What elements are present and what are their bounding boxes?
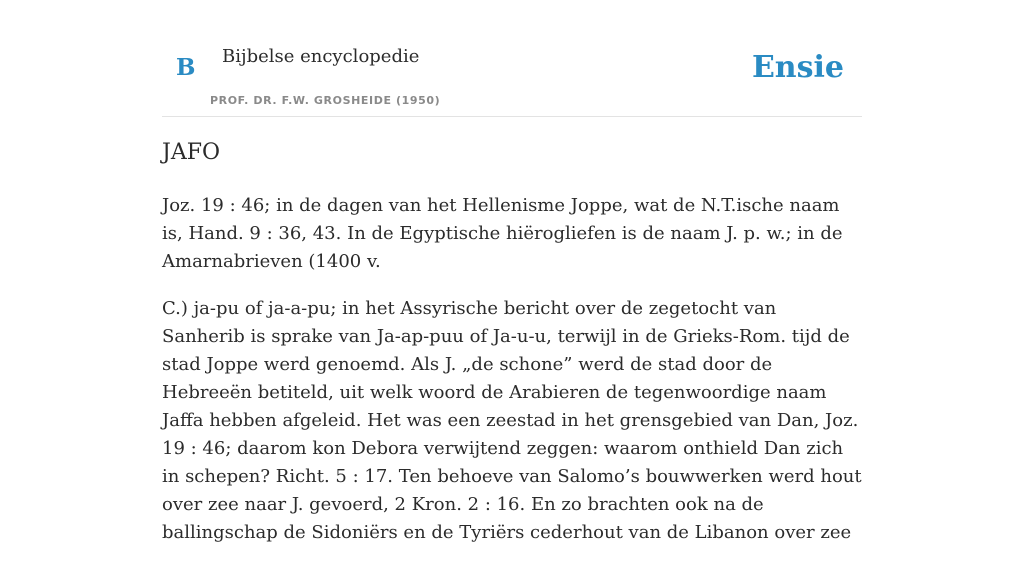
entry-paragraph: Joz. 19 : 46; in de dagen van het Hellenisme Joppe, wat de N.T.ische naam is, Hand. 9 : 36, 43. In de Egyptische hiërogliefen is de naam J. p. w.; in de Amarnabrieven (1400 v. xyxy=(162,195,843,272)
book-author: PROF. DR. F.W. GROSHEIDE (1950) xyxy=(210,94,441,107)
page-header xyxy=(162,0,862,117)
entry-content xyxy=(162,192,862,566)
entry-paragraph: C.) ja-pu of ja-a-pu; in het Assyrische bericht over de zegetocht van Sanherib is sprake van Ja-ap-puu of Ja-u-u, terwijl in de Grieks-Rom. tijd de stad Joppe werd genoemd. Als J. „de schone” werd de stad door de Hebreeën betiteld, uit welk woord de Arabieren de tegenwoordige naam Jaffa hebben afgeleid. Het was een zeestad in het grensgebied van Dan, Joz. 19 : 46; daarom kon Debora verwijtend zeggen: waarom onthield Dan zich in schepen? Richt. 5 : 17. Ten behoeve van Salomo’s bouwwerken werd hout over zee naar J. gevoerd, 2 Kron. 2 : 16. En zo brachten ook na de ballingschap de Sidoniërs en de Tyriërs cederhout van de Libanon over zee xyxy=(162,298,862,543)
ensie-logo-link[interactable]: Ensie xyxy=(751,50,844,85)
book-letter-icon[interactable]: B xyxy=(176,54,196,81)
book-title-link[interactable]: Bijbelse encyclopedie xyxy=(222,46,420,67)
entry-title: JAFO xyxy=(162,140,221,165)
